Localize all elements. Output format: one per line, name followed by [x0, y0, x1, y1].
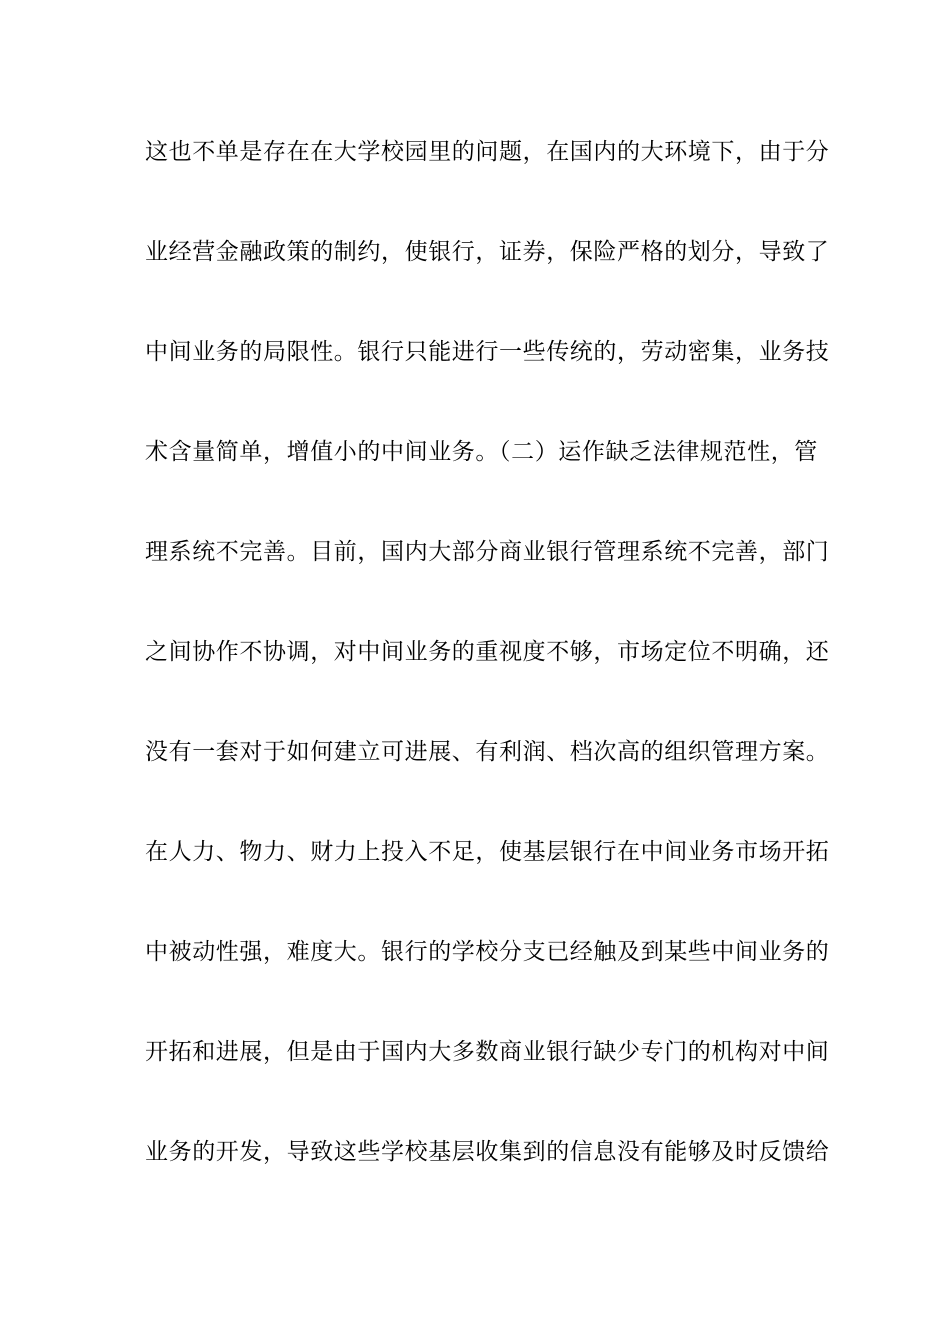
text-line: 中被动性强，难度大。银行的学校分支已经触及到某些中间业务的	[145, 939, 830, 965]
text-line: 在人力、物力、财力上投入不足，使基层银行在中间业务市场开拓	[145, 839, 830, 865]
text-line: 中间业务的局限性。银行只能进行一些传统的，劳动密集，业务技	[145, 339, 830, 365]
text-line: 之间协作不协调，对中间业务的重视度不够，市场定位不明确，还	[145, 639, 830, 665]
text-line: 术含量简单，增值小的中间业务。（二）运作缺乏法律规范性，管	[145, 439, 818, 465]
text-line: 这也不单是存在在大学校园里的问题，在国内的大环境下，由于分	[145, 139, 830, 165]
text-line: 理系统不完善。目前，国内大部分商业银行管理系统不完善，部门	[145, 539, 830, 565]
text-line: 业务的开发，导致这些学校基层收集到的信息没有能够及时反馈给	[145, 1139, 830, 1165]
text-line: 开拓和进展，但是由于国内大多数商业银行缺少专门的机构对中间	[145, 1039, 830, 1065]
text-line: 业经营金融政策的制约，使银行，证券，保险严格的划分，导致了	[145, 239, 830, 265]
body-text	[145, 128, 830, 1228]
text-line: 没有一套对于如何建立可进展、有利润、档次高的组织管理方案。	[145, 739, 830, 765]
